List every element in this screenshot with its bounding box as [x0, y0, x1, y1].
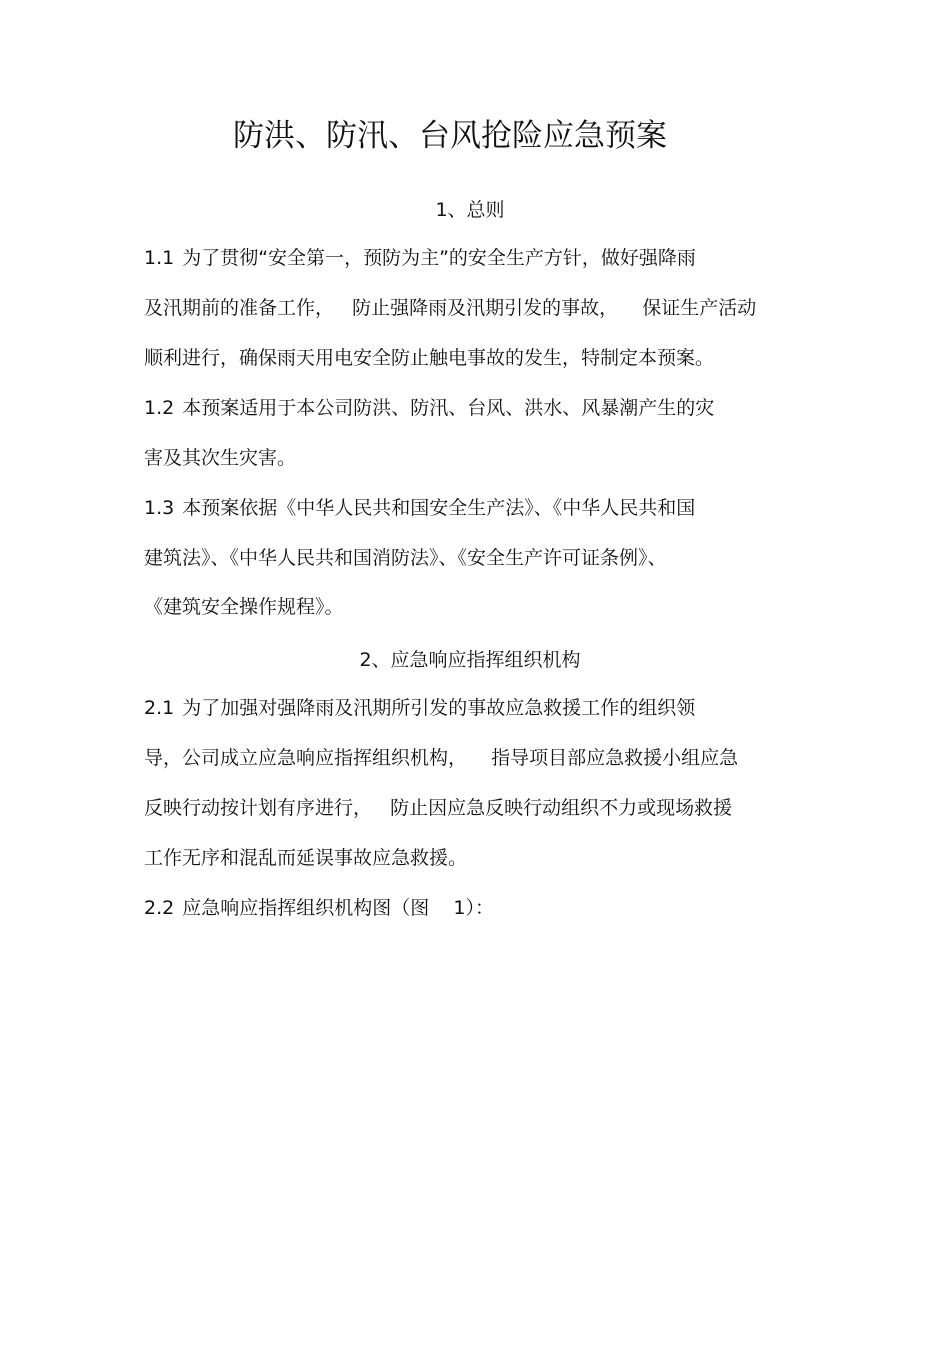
paragraph-2-1-line-2: 导，公司成立应急响应指挥组织机构， 指导项目部应急救援小组应急: [144, 747, 739, 769]
paragraph-1-1-text-1: 为了贯彻“安全第一，预防为主”的安全生产方针，做好强降雨: [182, 247, 696, 269]
paragraph-1-2-line-1: [144, 393, 714, 423]
paragraph-2-1-line-4: 工作无序和混乱而延误事故应急救援。: [144, 847, 468, 869]
section-1-heading: 1、总则: [435, 199, 505, 221]
paragraph-2-2-number: 2.2: [144, 897, 175, 919]
paragraph-1-1-line-1: [144, 243, 696, 273]
paragraph-2-2-text: 应急响应指挥组织机构图（图 1）：: [182, 897, 494, 919]
paragraph-2-1-line-3: 反映行动按计划有序进行， 防止因应急反映行动组织不力或现场救援: [144, 797, 733, 819]
paragraph-1-1-number: 1.1: [144, 247, 175, 269]
paragraph-2-1-line-1: [144, 693, 695, 723]
section-2-heading: 2、应急响应指挥组织机构: [359, 649, 581, 671]
paragraph-1-3-line-3: 《建筑安全操作规程》。: [144, 596, 344, 618]
paragraph-1-3-line-2: 建筑法》、《中华人民共和国消防法》、《安全生产许可证条例》、: [144, 547, 667, 569]
paragraph-1-3-text-1: 本预案依据《中华人民共和国安全生产法》、《中华人民共和国: [182, 497, 696, 519]
paragraph-2-1-text-1: 为了加强对强降雨及汛期所引发的事故应急救援工作的组织领: [182, 697, 696, 719]
paragraph-1-1-line-3: 顺利进行，确保雨天用电安全防止触电事故的发生，特制定本预案。: [144, 347, 715, 369]
paragraph-2-1-number: 2.1: [144, 697, 175, 719]
paragraph-1-2-line-2: 害及其次生灾害。: [144, 447, 297, 469]
paragraph-1-3-number: 1.3: [144, 497, 175, 519]
paragraph-2-2-line-1: [144, 893, 494, 923]
paragraph-1-3-line-1: [144, 493, 695, 523]
paragraph-1-2-text-1: 本预案适用于本公司防洪、防汛、台风、洪水、风暴潮产生的灾: [182, 397, 715, 419]
document-title: 防洪、防汛、台风抢险应急预案: [233, 118, 667, 154]
paragraph-1-1-line-2: 及汛期前的准备工作， 防止强降雨及汛期引发的事故， 保证生产活动: [144, 297, 757, 319]
paragraph-1-2-number: 1.2: [144, 397, 175, 419]
